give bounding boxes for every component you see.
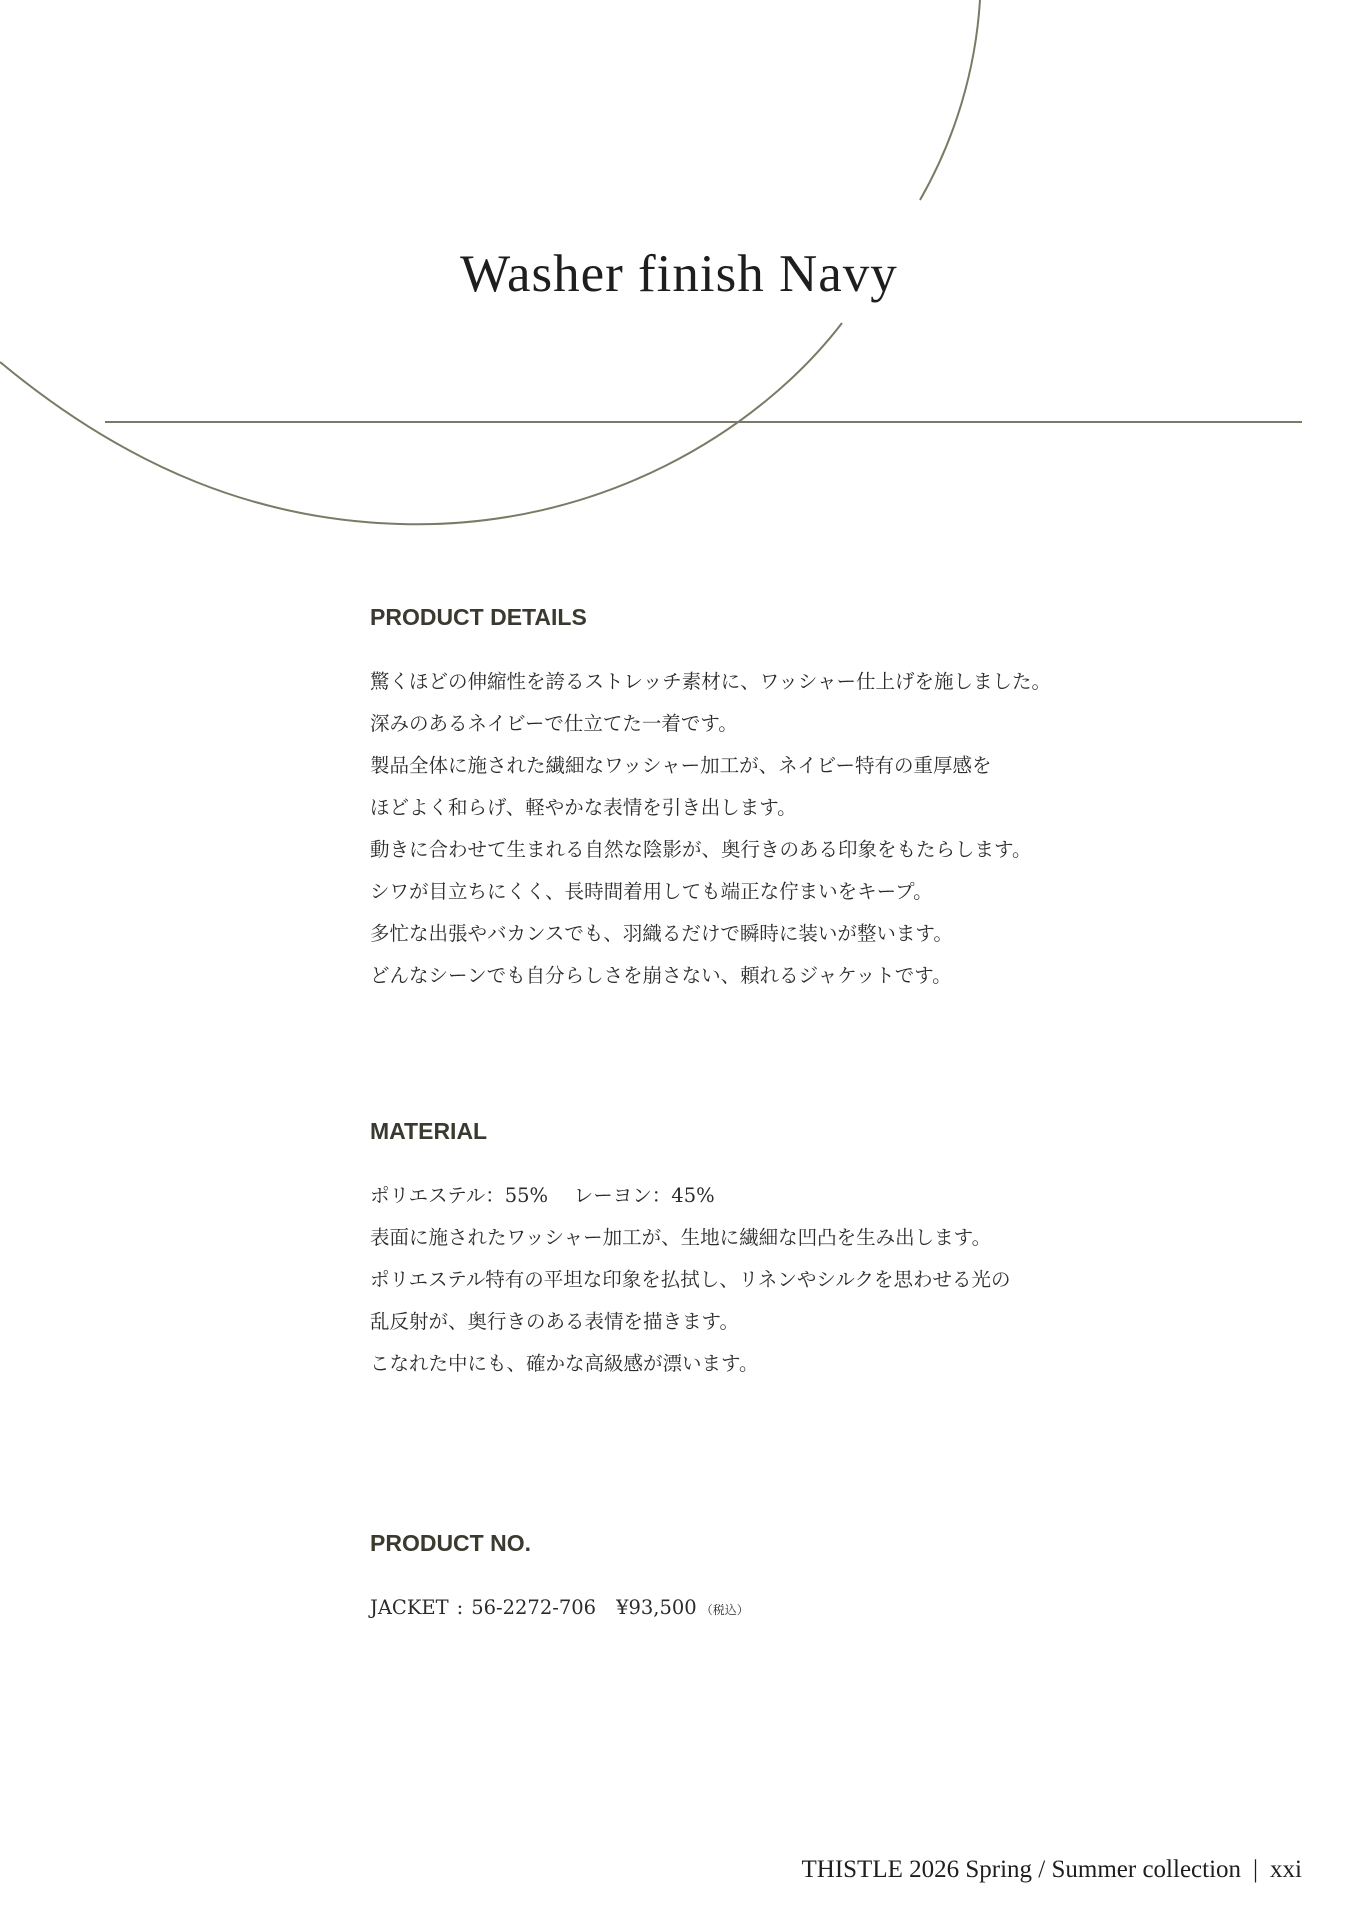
product-details-line: どんなシーンでも自分らしさを崩さない、頼れるジャケットです。 — [370, 964, 952, 987]
product-details-line: ほどよく和らげ、軽やかな表情を引き出します。 — [370, 796, 797, 819]
tax-note: （税込） — [700, 1603, 749, 1617]
product-details-line: 動きに合わせて生まれる自然な陰影が、奥行きのある印象をもたらします。 — [370, 838, 1032, 861]
product-details-line: 驚くほどの伸縮性を誇るストレッチ素材に、ワッシャー仕上げを施しました。 — [370, 670, 1051, 693]
product-code: 56-2272-706 — [471, 1596, 597, 1619]
material-text — [370, 1175, 1130, 1385]
material-line: ポリエステル：55% レーヨン：45% — [370, 1184, 715, 1207]
product-price: ¥93,500 — [616, 1596, 697, 1619]
product-separator: : — [456, 1596, 464, 1619]
material-line: 表面に施されたワッシャー加工が、生地に繊細な凹凸を生み出します。 — [370, 1226, 992, 1249]
product-details-text — [370, 661, 1130, 997]
material-heading: MATERIAL — [370, 1118, 488, 1144]
product-details-line: 製品全体に施された繊細なワッシャー加工が、ネイビー特有の重厚感を — [370, 754, 992, 777]
material-section — [370, 1118, 1130, 1385]
material-line: こなれた中にも、確かな高級感が漂います。 — [370, 1352, 759, 1375]
page-title: Washer finish Navy — [460, 245, 898, 303]
product-number-line — [370, 1587, 1130, 1631]
lower-left-arc — [0, 323, 842, 524]
material-line: 乱反射が、奥行きのある表情を描きます。 — [370, 1310, 739, 1333]
upper-right-arc — [920, 0, 980, 200]
product-number-heading: PRODUCT NO. — [370, 1530, 531, 1556]
product-details-line: シワが目立ちにくく、長時間着用しても端正な佇まいをキープ。 — [370, 880, 933, 903]
product-details-heading: PRODUCT DETAILS — [370, 604, 587, 630]
collection-name: THISTLE 2026 Spring / Summer collection — [801, 1856, 1242, 1883]
product-details-line: 多忙な出張やバカンスでも、羽織るだけで瞬時に装いが整います。 — [370, 922, 953, 945]
material-line: ポリエステル特有の平坦な印象を払拭し、リネンやシルクを思わせる光の — [370, 1268, 1011, 1291]
footer-divider: | — [1253, 1856, 1259, 1883]
product-item: JACKET — [370, 1596, 449, 1619]
product-details-section — [370, 604, 1130, 997]
page-number: xxi — [1270, 1856, 1302, 1883]
product-number-section — [370, 1530, 1130, 1631]
page-footer — [802, 1856, 1303, 1884]
product-details-line: 深みのあるネイビーで仕立てた一着です。 — [370, 712, 738, 735]
